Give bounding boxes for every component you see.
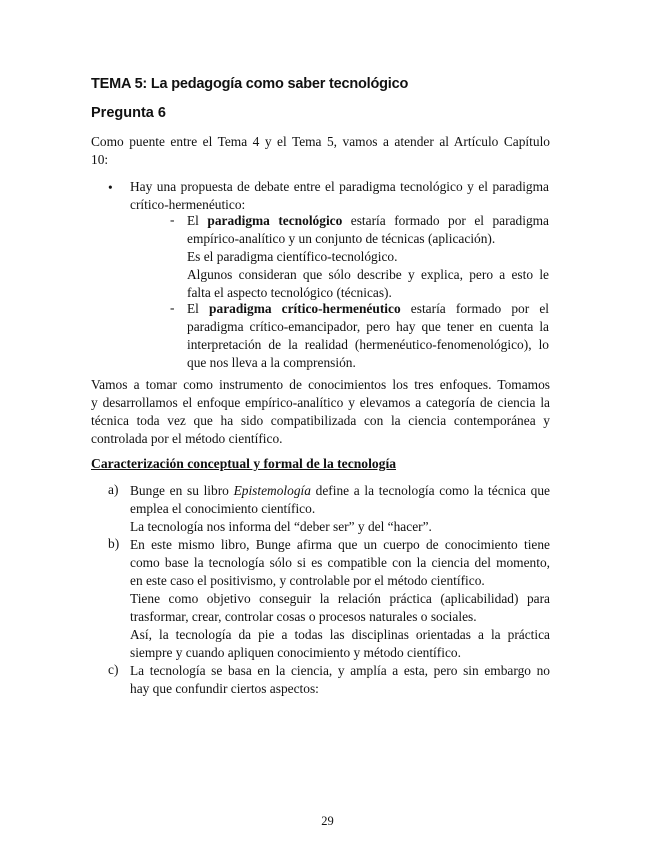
text-run: estaría formado por el bbox=[400, 301, 550, 316]
text-run: define a la tecnología como la técnica que bbox=[310, 483, 550, 498]
bold-term: paradigma tecnológico bbox=[207, 213, 343, 228]
list-item-line: emplea el conocimiento científico. bbox=[130, 501, 316, 516]
sub-item-line bbox=[187, 300, 549, 318]
list-item-line: La tecnología nos informa del “deber ser” y del “hacer”. bbox=[130, 519, 432, 534]
list-item-line: Así, la tecnología da pie a todas las disciplinas orientadas a la práctica bbox=[130, 627, 550, 642]
list-item-line: siempre y cuando apliquen conocimiento y método científico. bbox=[130, 645, 461, 660]
bold-term: paradigma crítico-hermenéutico bbox=[209, 301, 401, 316]
sub-item-line: paradigma crítico-emancipador, pero hay que tener en cuenta la bbox=[187, 319, 549, 334]
list-marker: a) bbox=[108, 482, 119, 497]
list-item-c bbox=[130, 662, 550, 698]
list-item-b bbox=[130, 536, 550, 662]
sub-item-tecnologico bbox=[187, 212, 549, 302]
list-item-line: como base la tecnología sólo si es compatible con la ciencia del momento, bbox=[130, 555, 550, 570]
paragraph-line: controlada por el método científico. bbox=[91, 431, 283, 446]
list-item-line: en este caso el positivismo, y controlable por el método científico. bbox=[130, 573, 485, 588]
intro-paragraph bbox=[91, 133, 550, 169]
list-item-line: En este mismo libro, Bunge afirma que un cuerpo de conocimiento tiene bbox=[130, 537, 550, 552]
dash-marker: - bbox=[170, 300, 175, 315]
sub-item-line: interpretación de la realidad (hermenéutico-fenomenológico), lo bbox=[187, 337, 549, 352]
sub-item-line bbox=[187, 212, 549, 230]
list-item-a bbox=[130, 482, 550, 536]
bullet-line: Hay una propuesta de debate entre el paradigma tecnológico y el paradigma bbox=[130, 179, 549, 194]
intro-line: 10: bbox=[91, 152, 109, 167]
bullet-paragraph bbox=[130, 178, 549, 214]
dash-marker: - bbox=[170, 212, 175, 227]
intro-line: Como puente entre el Tema 4 y el Tema 5, vamos a atender al Artículo Capítulo bbox=[91, 134, 550, 149]
list-marker: b) bbox=[108, 536, 120, 551]
paragraph-line: técnica toda vez que ha sido compatibilizada con la ciencia contemporánea y bbox=[91, 413, 550, 428]
bullet-line: crítico-hermenéutico: bbox=[130, 197, 246, 212]
paragraph-line: Vamos a tomar como instrumento de conocimientos los tres enfoques. Tomamos bbox=[91, 377, 550, 392]
text-run: El bbox=[187, 301, 210, 316]
page-number: 29 bbox=[321, 814, 334, 828]
list-marker: c) bbox=[108, 662, 119, 677]
sub-item-line: empírico-analítico y un conjunto de técnicas (aplicación). bbox=[187, 231, 496, 246]
text-run: estaría formado por el paradigma bbox=[342, 213, 549, 228]
text-run: Bunge en su libro bbox=[130, 483, 234, 498]
list-item-line: La tecnología se basa en la ciencia, y amplía a esta, pero sin embargo no bbox=[130, 663, 550, 678]
list-item-line: trasformar, crear, controlar cosas o procesos naturales o sociales. bbox=[130, 609, 477, 624]
sub-item-line: falta el aspecto tecnológico (técnicas). bbox=[187, 285, 392, 300]
list-item-line: Tiene como objetivo conseguir la relación práctica (aplicabilidad) para bbox=[130, 591, 550, 606]
bullet-marker: • bbox=[108, 180, 113, 195]
section-heading: Caracterización conceptual y formal de la tecnología bbox=[91, 456, 397, 471]
paragraph-line: y desarrollamos el enfoque empírico-analítico y elevamos a categoría de ciencia la bbox=[91, 395, 550, 410]
sub-item-line: que nos lleva a la comprensión. bbox=[187, 355, 356, 370]
page-title: TEMA 5: La pedagogía como saber tecnológico bbox=[91, 76, 409, 92]
list-item-line: hay que confundir ciertos aspectos: bbox=[130, 681, 319, 696]
book-title: Epistemología bbox=[233, 483, 311, 498]
sub-item-line: Algunos consideran que sólo describe y explica, pero a esto le bbox=[187, 267, 549, 282]
text-run: El bbox=[187, 213, 208, 228]
question-heading: Pregunta 6 bbox=[91, 105, 166, 121]
sub-item-hermeneutico bbox=[187, 300, 549, 372]
body-paragraph bbox=[91, 376, 550, 448]
list-item-line bbox=[130, 482, 550, 500]
sub-item-line: Es el paradigma científico-tecnológico. bbox=[187, 249, 398, 264]
